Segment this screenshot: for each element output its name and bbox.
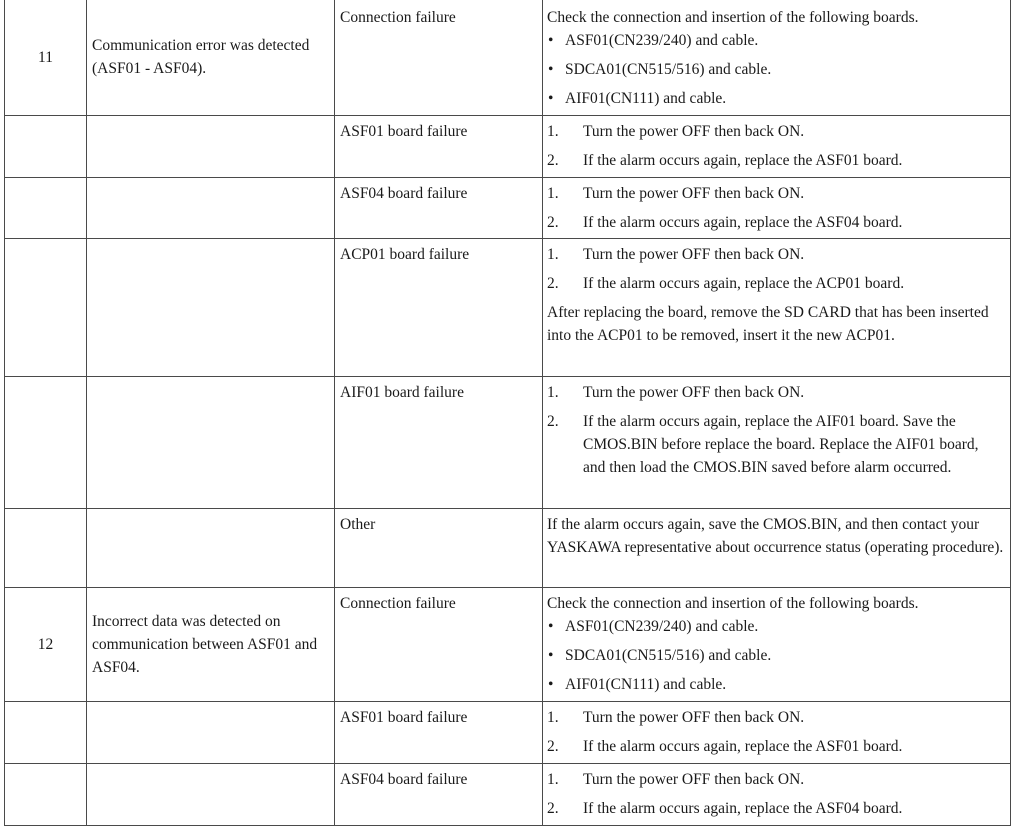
table-row <box>5 377 1011 509</box>
list-item: 1. Turn the power OFF then back ON. <box>547 709 805 726</box>
alarm-description <box>87 377 335 509</box>
list-item: 1. Turn the power OFF then back ON. <box>547 123 805 140</box>
alarm-cause: ASF01 board failure <box>335 702 543 764</box>
alarm-number: 11 <box>5 0 87 116</box>
alarm-number <box>5 702 87 764</box>
remedy-note: After replacing the board, remove the SD CARD that has been inserted into the ACP01 to be removed, insert it the new ACP01. <box>547 304 989 344</box>
list-item: • ASF01(CN239/240) and cable. <box>547 29 1004 52</box>
alarm-description <box>87 509 335 588</box>
table-row <box>5 588 1011 702</box>
alarm-cause: AIF01 board failure <box>335 377 543 509</box>
bullet-icon: • <box>548 61 554 78</box>
alarm-number <box>5 239 87 377</box>
alarm-number: 12 <box>5 588 87 702</box>
list-item: • ASF01(CN239/240) and cable. <box>547 615 1004 638</box>
list-item: • AIF01(CN111) and cable. <box>547 87 1004 110</box>
table-row <box>5 509 1011 588</box>
alarm-description: Communication error was detected (ASF01 - ASF04). <box>87 0 335 116</box>
table-row <box>5 764 1011 826</box>
alarm-cause: Connection failure <box>335 588 543 702</box>
table-row <box>5 178 1011 239</box>
list-item: 2. If the alarm occurs again, replace the ASF04 board. <box>547 800 903 817</box>
list-item: 2. If the alarm occurs again, replace the ASF04 board. <box>547 214 903 231</box>
remedy-intro: Check the connection and insertion of the following boards. <box>547 595 919 612</box>
list-item: 1. Turn the power OFF then back ON. <box>547 246 805 263</box>
list-item: 2. If the alarm occurs again, replace the AIF01 board. Save the CMOS.BIN before replace the board. Replace the AIF01 board, and then load the CMOS.BIN saved before alarm occurred. <box>547 413 979 476</box>
table-row <box>5 239 1011 377</box>
list-item: • AIF01(CN111) and cable. <box>547 673 1004 696</box>
alarm-description <box>87 764 335 826</box>
alarm-cause: ASF01 board failure <box>335 116 543 178</box>
alarm-number <box>5 764 87 826</box>
alarm-remedy <box>543 377 1011 509</box>
list-item: • SDCA01(CN515/516) and cable. <box>547 644 1004 667</box>
alarm-number <box>5 377 87 509</box>
alarm-cause: Other <box>335 509 543 588</box>
alarm-remedy-table <box>4 0 1011 826</box>
alarm-remedy <box>543 588 1011 702</box>
alarm-remedy <box>543 0 1011 116</box>
table-row <box>5 116 1011 178</box>
alarm-number <box>5 509 87 588</box>
list-item: 2. If the alarm occurs again, replace the ASF01 board. <box>547 738 903 755</box>
alarm-remedy <box>543 764 1011 826</box>
list-item: 1. Turn the power OFF then back ON. <box>547 771 805 788</box>
alarm-number <box>5 178 87 239</box>
table-row <box>5 0 1011 116</box>
bullet-icon: • <box>548 32 554 49</box>
table-row <box>5 702 1011 764</box>
alarm-description <box>87 702 335 764</box>
alarm-remedy <box>543 702 1011 764</box>
bullet-icon: • <box>548 647 554 664</box>
alarm-cause: ASF04 board failure <box>335 178 543 239</box>
alarm-remedy <box>543 178 1011 239</box>
alarm-cause: ACP01 board failure <box>335 239 543 377</box>
alarm-description <box>87 178 335 239</box>
remedy-intro: Check the connection and insertion of the following boards. <box>547 9 919 26</box>
alarm-remedy <box>543 116 1011 178</box>
bullet-icon: • <box>548 90 554 107</box>
alarm-remedy: If the alarm occurs again, save the CMOS.BIN, and then contact your YASKAWA representative about occurrence status (operating procedure). <box>543 509 1011 588</box>
list-item: 1. Turn the power OFF then back ON. <box>547 185 805 202</box>
alarm-cause: ASF04 board failure <box>335 764 543 826</box>
list-item: 1. Turn the power OFF then back ON. <box>547 384 805 401</box>
alarm-description <box>87 116 335 178</box>
list-item: • SDCA01(CN515/516) and cable. <box>547 58 1004 81</box>
alarm-description: Incorrect data was detected on communication between ASF01 and ASF04. <box>87 588 335 702</box>
alarm-cause: Connection failure <box>335 0 543 116</box>
alarm-description <box>87 239 335 377</box>
list-item: 2. If the alarm occurs again, replace the ASF01 board. <box>547 152 903 169</box>
bullet-icon: • <box>548 618 554 635</box>
bullet-icon: • <box>548 676 554 693</box>
alarm-number <box>5 116 87 178</box>
list-item: 2. If the alarm occurs again, replace the ACP01 board. <box>547 275 905 292</box>
alarm-remedy <box>543 239 1011 377</box>
